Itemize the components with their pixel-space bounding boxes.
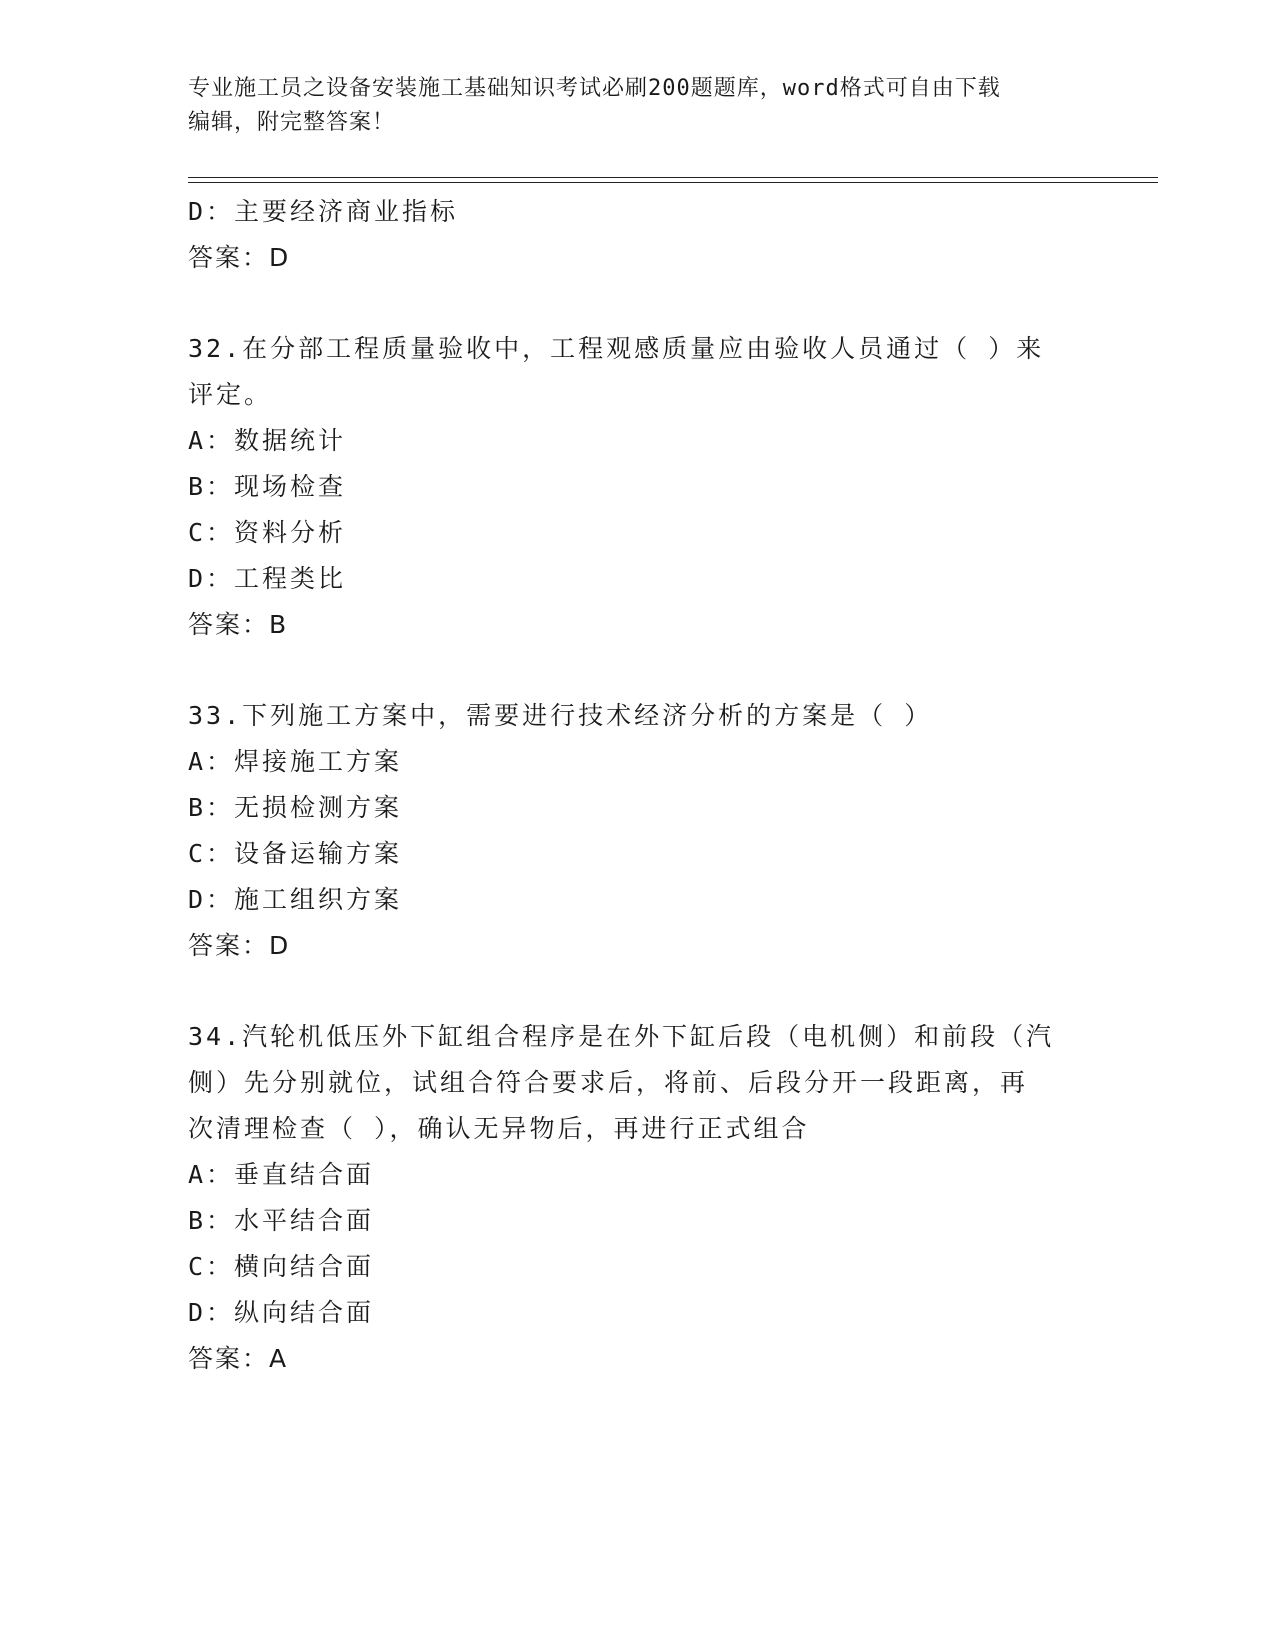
option-c: C：横向结合面: [188, 1252, 375, 1281]
option-d: D：主要经济商业指标: [188, 197, 459, 226]
header-divider-top: [188, 177, 1158, 178]
question-text-line: 评定。: [188, 380, 273, 409]
question-text-line: 34.汽轮机低压外下缸组合程序是在外下缸后段（电机侧）和前段（汽: [188, 1022, 1055, 1051]
document-header: [188, 72, 1088, 140]
question-33: [188, 693, 1088, 969]
option-d: D：工程类比: [188, 564, 347, 593]
header-divider-bottom: [188, 182, 1158, 183]
spacer: [188, 281, 1088, 326]
option-c: C：资料分析: [188, 518, 347, 547]
question-text-line: 侧）先分别就位，试组合符合要求后，将前、后段分开一段距离，再: [188, 1068, 1029, 1097]
answer-line: 答案：D: [188, 243, 291, 272]
option-c: C：设备运输方案: [188, 839, 403, 868]
question-text-line: 次清理检查（ ），确认无异物后，再进行正式组合: [188, 1114, 810, 1143]
option-d: D：纵向结合面: [188, 1298, 375, 1327]
spacer: [188, 648, 1088, 693]
question-32: [188, 326, 1088, 648]
option-b: B：无损检测方案: [188, 793, 403, 822]
option-b: B：水平结合面: [188, 1206, 375, 1235]
header-line-2: 编辑，附完整答案！: [188, 110, 396, 135]
option-d: D：施工组织方案: [188, 885, 403, 914]
option-b: B：现场检查: [188, 472, 347, 501]
question-34: [188, 1014, 1088, 1382]
document-body: [188, 189, 1088, 1382]
option-a: A：焊接施工方案: [188, 747, 403, 776]
question-text-line: 33.下列施工方案中，需要进行技术经济分析的方案是（ ）: [188, 701, 933, 730]
answer-line: 答案：B: [188, 610, 289, 639]
option-a: A：数据统计: [188, 426, 347, 455]
answer-line: 答案：A: [188, 1344, 289, 1373]
spacer: [188, 969, 1088, 1014]
question-text-line: 32.在分部工程质量验收中，工程观感质量应由验收人员通过（ ）来: [188, 334, 1045, 363]
option-a: A：垂直结合面: [188, 1160, 375, 1189]
previous-question-tail: [188, 189, 1088, 281]
answer-line: 答案：D: [188, 931, 291, 960]
header-line-1: 专业施工员之设备安装施工基础知识考试必刷200题题库，word格式可自由下载: [188, 76, 1001, 101]
